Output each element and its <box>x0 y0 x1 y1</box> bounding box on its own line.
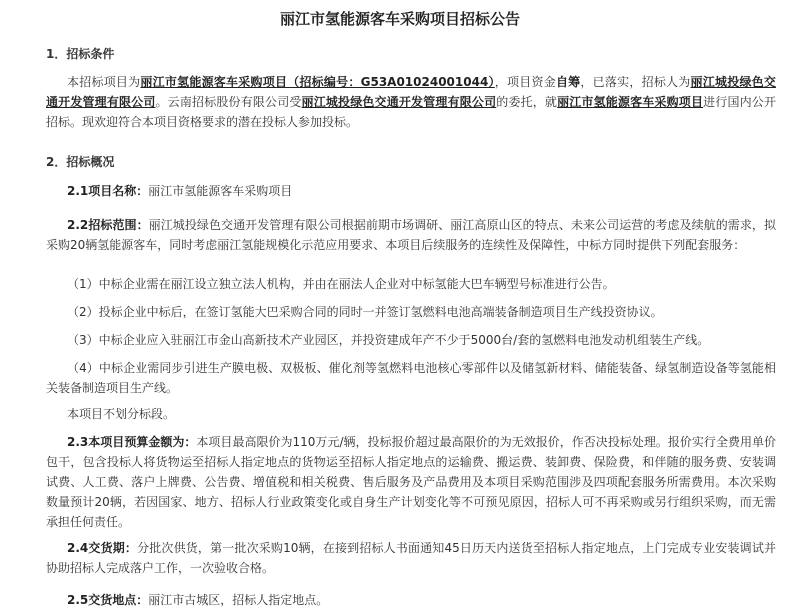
budget-label: 2.3本项目预算金额为： <box>67 435 197 449</box>
delivery-period-text: 分批次供货，第一批次采购10辆，在接到招标人书面通知45日历天内送货至招标人指定地点，上门完成专业安装调试并协助招标人完成落户工作，一次验收合格。 <box>46 541 777 575</box>
text-segment: ，已落实，招标人为 <box>580 75 691 89</box>
text-segment: 进行国内公开招标。现欢迎符合本项目资格要求的潜在投标人参加投标。 <box>46 95 776 129</box>
delivery-location-text: 丽江市古城区，招标人指定地点。 <box>148 593 329 607</box>
service-item-1: （1）中标企业需在丽江设立独立法人机构，并由在丽法人企业对中标氢能大巴车辆型号标准进行公告。 <box>67 277 615 291</box>
service-item-2: （2）投标企业中标后，在签订氢能大巴采购合同的同时一并签订氢燃料电池高端装备制造项目生产线投资协议。 <box>67 305 663 319</box>
tenderer-name-2: 丽江城投绿色交通开发管理有限公司 <box>301 95 497 109</box>
scope-text: 丽江城投绿色交通开发管理有限公司根据前期市场调研、丽江高原山区的特点、未来公司运营的考虑及续航的需求，拟采购20辆氢能源客车，同时考虑丽江氢能规模化示范应用要求、本项目后续服务的连续性及保障性，中标方同时提供下列配套服务： <box>46 218 776 252</box>
project-name-link: 丽江市氢能源客车采购项目（招标编号：G53A01024001044） <box>140 75 495 89</box>
text-segment: 。云南招标股份有限公司受 <box>155 95 302 109</box>
project-name-2: 丽江市氢能源客车采购项目 <box>557 95 704 109</box>
budget-paragraph <box>46 432 776 532</box>
scope-paragraph <box>46 215 776 255</box>
no-lots-note: 本项目不划分标段。 <box>67 407 176 421</box>
project-name-value: 丽江市氢能源客车采购项目 <box>148 184 293 198</box>
project-name-label: 2.1项目名称： <box>67 184 149 198</box>
project-name-paragraph <box>46 181 776 201</box>
section-heading-overview: 2．招标概况 <box>46 155 115 169</box>
delivery-location-label: 2.5交货地点： <box>67 593 149 607</box>
funding-source: 自筹 <box>555 75 581 89</box>
tender-conditions-paragraph <box>46 72 776 132</box>
text-segment: 的委托，就 <box>496 95 558 109</box>
delivery-period-paragraph <box>46 538 776 578</box>
text-segment: 本招标项目为 <box>67 75 141 89</box>
service-item-4: （4）中标企业需同步引进生产膜电极、双极板、催化剂等氢燃料电池核心零部件以及储氢新材料、储能装备、绿氢制造设备等氢能相关装备制造项目生产线。 <box>46 361 776 395</box>
text-segment: ，项目资金 <box>494 75 556 89</box>
scope-label: 2.2招标范围： <box>67 218 149 232</box>
service-item-3: （3）中标企业应入驻丽江市金山高新技术产业园区，并投资建成年产不少于5000台/套的氢燃料电池发动机组装生产线。 <box>67 333 710 347</box>
page-title: 丽江市氢能源客车采购项目招标公告 <box>279 10 520 28</box>
delivery-period-label: 2.4交货期： <box>67 541 138 555</box>
section-heading-tender-conditions: 1．招标条件 <box>46 47 115 61</box>
tenderer-name: 丽江城投绿色交通开发管理有限公司 <box>46 75 776 109</box>
delivery-location-paragraph <box>46 590 776 610</box>
budget-text: 本项目最高限价为110万元/辆，投标报价超过最高限价的为无效报价，作否决投标处理。报价实行全费用单价包干，包含投标人将货物运至招标人指定地点的货物运至招标人指定地点的运输费、搬运费、装卸费、保险费，和伴随的服务费、安装调试费、人工费、落户上牌费、公告费、增值税和相关税费、售后服务及产品费用及本项目采购范围涉及四项配套服务所需费用。本次采购数量预计20辆，若因国家、地方、招标人行业政策变化或自身生产计划变化等不可预见原因，招标人可不再采购或另行组织采购，而无需承担任何责任。 <box>46 435 777 529</box>
